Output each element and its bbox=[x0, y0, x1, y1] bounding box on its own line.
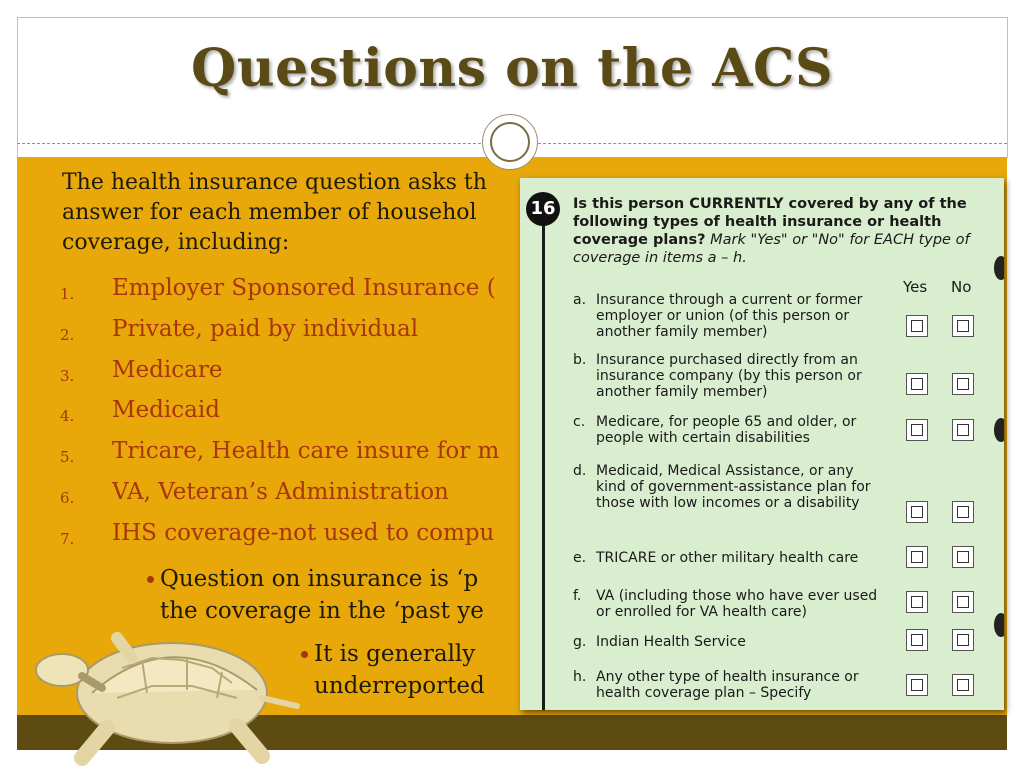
row-text: Any other type of health insurance or health coverage plan – Specify bbox=[596, 669, 859, 701]
yes-checkbox[interactable] bbox=[906, 315, 928, 337]
row-letter: e. bbox=[573, 550, 587, 566]
no-checkbox[interactable] bbox=[952, 501, 974, 523]
bullet-dot-icon bbox=[147, 576, 154, 583]
no-checkbox[interactable] bbox=[952, 315, 974, 337]
yes-checkbox[interactable] bbox=[906, 674, 928, 696]
list-label: IHS coverage-not used to compu bbox=[112, 519, 495, 546]
yes-checkbox[interactable] bbox=[906, 546, 928, 568]
form-edge-marker-icon bbox=[994, 613, 1004, 637]
sub-sub-bullet bbox=[314, 638, 485, 702]
yes-checkbox[interactable] bbox=[906, 629, 928, 651]
intro-line: The health insurance question asks th bbox=[62, 170, 487, 195]
slide-title: Questions on the ACS bbox=[191, 38, 833, 99]
no-checkbox[interactable] bbox=[952, 373, 974, 395]
bullet-line: the coverage in the ‘past ye bbox=[160, 598, 484, 624]
yes-checkbox[interactable] bbox=[906, 373, 928, 395]
yes-checkbox[interactable] bbox=[906, 501, 928, 523]
list-number: 4. bbox=[60, 407, 75, 426]
form-edge-marker-icon bbox=[994, 256, 1004, 280]
row-text: Medicare, for people 65 and older, or people with certain disabilities bbox=[596, 414, 857, 446]
bullet-line: Question on insurance is ‘p bbox=[160, 566, 479, 592]
row-text: VA (including those who have ever used or enrolled for VA health care) bbox=[596, 588, 878, 620]
row-text: Indian Health Service bbox=[596, 634, 746, 650]
intro-line: coverage, including: bbox=[62, 230, 290, 255]
list-number: 2. bbox=[60, 325, 75, 344]
row-text: TRICARE or other military health care bbox=[596, 550, 859, 566]
form-left-rule bbox=[542, 216, 545, 710]
yes-header: Yes bbox=[903, 278, 928, 296]
list-label: Private, paid by individual bbox=[112, 315, 419, 342]
row-letter: f. bbox=[573, 588, 582, 604]
row-letter: a. bbox=[573, 292, 587, 308]
list-number: 5. bbox=[60, 448, 75, 467]
row-letter: g. bbox=[573, 634, 587, 650]
row-letter: h. bbox=[573, 669, 587, 685]
intro-line: answer for each member of househol bbox=[62, 200, 477, 225]
bullet-line: It is generally bbox=[314, 641, 476, 667]
question-instructions: Mark "Yes" or "No" for EACH type of coverage in items a – h. bbox=[573, 232, 970, 266]
yes-checkbox[interactable] bbox=[906, 419, 928, 441]
question-bold: Is this person CURRENTLY covered by any of the following types of health insurance or health coverage plans? bbox=[573, 196, 967, 248]
question-text bbox=[573, 195, 1003, 267]
row-text: Insurance purchased directly from an insurance company (by this person or another family member) bbox=[596, 352, 862, 400]
list-label: Tricare, Health care insure for m bbox=[112, 438, 500, 465]
no-header: No bbox=[951, 278, 972, 296]
list-label: Employer Sponsored Insurance ( bbox=[112, 275, 496, 301]
row-letter: d. bbox=[573, 463, 587, 479]
list-number: 1. bbox=[60, 285, 75, 303]
list-label: Medicare bbox=[112, 356, 223, 383]
row-letter: c. bbox=[573, 414, 586, 430]
list-number: 7. bbox=[60, 529, 75, 548]
list-number: 6. bbox=[60, 488, 75, 507]
no-checkbox[interactable] bbox=[952, 629, 974, 651]
no-checkbox[interactable] bbox=[952, 674, 974, 696]
turtle-icon bbox=[22, 598, 312, 768]
list-number: 3. bbox=[60, 366, 75, 385]
acs-form-excerpt bbox=[520, 178, 1004, 710]
list-label: VA, Veteran’s Administration bbox=[112, 478, 449, 505]
question-number: 16 bbox=[526, 192, 560, 226]
circle-ornament-icon bbox=[482, 114, 538, 170]
row-text: Insurance through a current or former employer or union (of this person or another family member) bbox=[596, 292, 863, 340]
no-checkbox[interactable] bbox=[952, 546, 974, 568]
yes-checkbox[interactable] bbox=[906, 591, 928, 613]
list-label: Medicaid bbox=[112, 397, 220, 424]
row-letter: b. bbox=[573, 352, 587, 368]
bullet-line: underreported bbox=[314, 673, 485, 699]
form-edge-marker-icon bbox=[994, 418, 1004, 442]
row-text: Medicaid, Medical Assistance, or any kind of government-assistance plan for those with low incomes or a disability bbox=[596, 463, 871, 511]
no-checkbox[interactable] bbox=[952, 419, 974, 441]
no-checkbox[interactable] bbox=[952, 591, 974, 613]
